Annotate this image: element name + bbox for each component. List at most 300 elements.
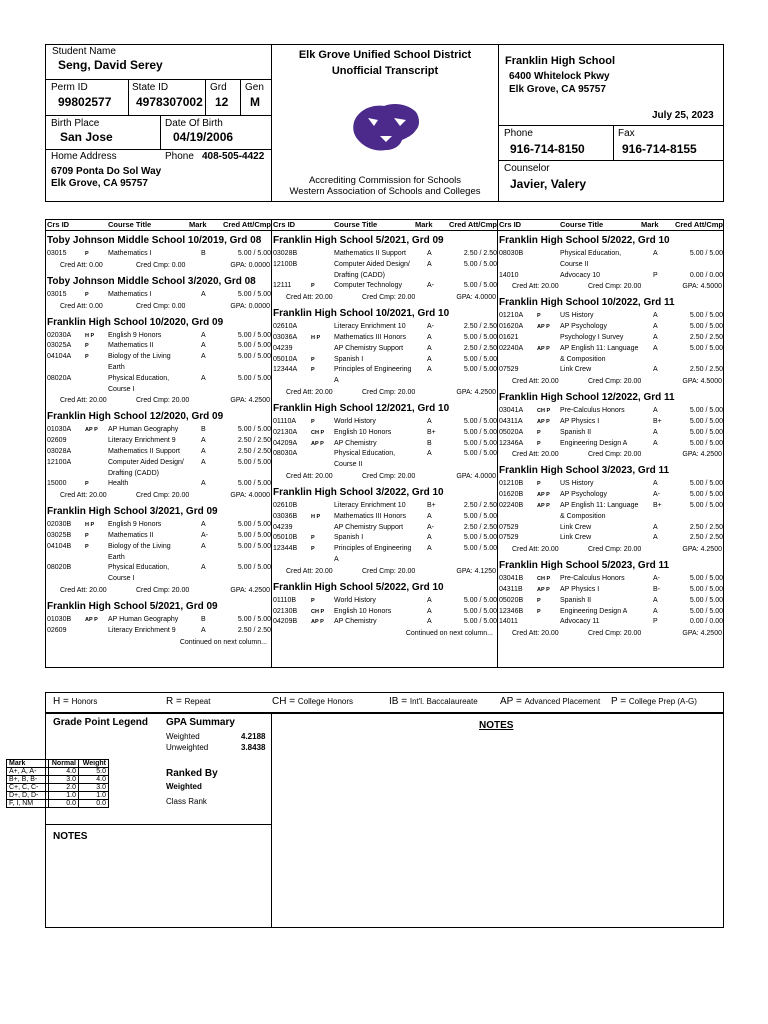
course-flag: AP P [537, 586, 550, 593]
course-mark: A [427, 596, 432, 604]
legend-desc: Int'l. Baccalaureate [409, 697, 478, 706]
course-id: 04209A [273, 439, 298, 447]
course-id: 07529 [499, 534, 519, 542]
course-flag: P [537, 597, 541, 604]
course-credits: 5.00 / 5.00 [237, 250, 271, 257]
grade-legend-header: Normal [49, 760, 79, 768]
course-row [46, 447, 272, 458]
course-flag: P [85, 354, 89, 361]
transcript-date: July 25, 2023 [652, 110, 714, 121]
course-flag: AP P [537, 502, 550, 509]
course-row [498, 271, 724, 282]
term-heading: Franklin High School 12/2022, Grd 11 [499, 392, 675, 404]
course-mark: A [201, 331, 206, 339]
fax: 916-714-8155 [622, 142, 697, 156]
term-gpa: GPA: 4.1250 [456, 567, 496, 575]
course-id: 05020B [499, 596, 524, 604]
course-row [272, 460, 498, 471]
credits-attempted: Cred Att: 20.00 [60, 586, 107, 594]
course-mark: A [427, 260, 432, 268]
course-row [272, 512, 498, 523]
course-title: English 9 Honors [108, 331, 162, 339]
course-credits: 2.50 / 2.50 [689, 534, 723, 542]
term-heading: Toby Johnson Middle School 3/2020, Grd 08 [47, 275, 256, 287]
course-id: 04239 [273, 344, 293, 352]
course-credits: 5.00 / 5.00 [463, 355, 497, 363]
grade-legend-cell: F, I, NM [7, 800, 49, 808]
course-flag: AP P [537, 418, 550, 425]
course-mark: A [427, 344, 432, 352]
course-id: 12346A [499, 439, 524, 447]
course-id: 02030B [47, 521, 72, 529]
course-id: 01210A [499, 312, 524, 320]
course-flag: H P [85, 332, 95, 339]
course-id: 01621 [499, 333, 519, 341]
course-title: AP Physics I [560, 585, 600, 593]
course-credits: 5.00 / 5.00 [689, 323, 723, 331]
course-credits: 5.00 / 5.00 [237, 542, 271, 550]
course-id: 02609 [47, 626, 67, 634]
legend-equals: = [173, 696, 185, 707]
col-header-id: Crs ID [499, 220, 522, 229]
course-mark: B+ [427, 428, 436, 436]
legend-desc: Honors [71, 697, 98, 706]
course-mark: A- [201, 531, 208, 539]
perm-id: 99802577 [58, 95, 112, 109]
col-header-mark: Mark [189, 220, 207, 229]
course-mark: A [201, 480, 206, 488]
course-id: 01110A [273, 417, 297, 425]
course-row [498, 406, 724, 417]
course-flag: P [311, 535, 315, 542]
course-credits: 5.00 / 5.00 [237, 531, 271, 539]
legend-item [53, 696, 97, 707]
school-address-1: 6400 Whitelock Pkwy [509, 71, 610, 82]
credits-attempted: Cred Att: 20.00 [60, 397, 107, 405]
course-flag: P [537, 608, 541, 615]
term-summary [272, 292, 498, 304]
course-row [46, 363, 272, 374]
course-title: Biology of the Living [108, 542, 171, 550]
course-title: Advocacy 10 [560, 271, 601, 279]
course-flag: AP P [311, 619, 324, 626]
term-heading: Franklin High School 10/2022, Grd 11 [499, 297, 675, 309]
course-credits: 5.00 / 5.00 [237, 426, 271, 434]
course-credits: 5.00 / 5.00 [463, 333, 497, 341]
course-row [272, 333, 498, 344]
course-id: 14011 [499, 618, 518, 626]
student-name-label: Student Name [52, 46, 116, 57]
course-row [272, 501, 498, 512]
grade-legend-cell: A+, A, A- [7, 768, 49, 776]
grade-legend-header: Weight [79, 760, 109, 768]
term-heading: Franklin High School 5/2022, Grd 10 [273, 581, 444, 593]
credits-attempted: Cred Att: 20.00 [512, 630, 559, 638]
course-credits: 5.00 / 5.00 [463, 366, 497, 374]
course-row [272, 533, 498, 544]
legend-code: AP [500, 696, 514, 707]
course-row [272, 271, 498, 282]
grade-legend-row [7, 768, 109, 776]
course-mark: A [653, 439, 658, 447]
legend-desc: College Prep (A-G) [628, 697, 697, 706]
course-credits: 2.50 / 2.50 [463, 523, 497, 531]
credits-completed: Cred Cmp: 20.00 [362, 294, 416, 302]
credits-attempted: Cred Att: 0.00 [60, 261, 103, 269]
course-id: 03015 [47, 290, 67, 298]
course-credits: 5.00 / 5.00 [237, 521, 271, 529]
term-summary [46, 301, 272, 313]
course-title: Spanish I [334, 355, 364, 363]
grade-legend-cell: D+, D, D- [7, 792, 49, 800]
credits-completed: Cred Cmp: 20.00 [362, 472, 416, 480]
course-row [46, 249, 272, 260]
course-flag: P [537, 440, 541, 447]
course-id: 02240A [499, 344, 524, 352]
document-title: Unofficial Transcript [331, 65, 439, 77]
course-row [272, 544, 498, 555]
course-mark: A [427, 417, 432, 425]
course-title: Mathematics II Support [108, 447, 180, 455]
course-mark: A [653, 250, 658, 257]
course-row [272, 365, 498, 376]
course-credits: 5.00 / 5.00 [463, 282, 497, 290]
course-credits: 0.00 / 0.00 [689, 271, 723, 279]
course-credits: 5.00 / 5.00 [463, 545, 497, 553]
course-id: 03041B [499, 575, 524, 583]
course-title: Link Crew [560, 523, 592, 531]
course-title: Literacy Enrichment 10 [334, 501, 406, 509]
course-row [46, 331, 272, 342]
course-flag: P [85, 251, 89, 257]
course-row [498, 439, 724, 450]
course-id: 02610A [273, 323, 298, 331]
course-mark: B [201, 615, 206, 623]
course-mark: A [653, 534, 658, 542]
grade-legend-cell: 3.0 [79, 784, 109, 792]
course-mark: A [427, 366, 432, 374]
course-credits: 5.00 / 5.00 [689, 491, 723, 499]
course-row [498, 322, 724, 333]
course-id: 07529 [499, 366, 519, 374]
course-credits: 5.00 / 5.00 [463, 439, 497, 447]
legend-equals: = [60, 696, 72, 707]
course-title: Mathematics I [108, 250, 152, 257]
course-credits: 5.00 / 5.00 [463, 618, 497, 626]
grade-legend-cell: 1.0 [79, 792, 109, 800]
course-title: Principles of Engineering [334, 545, 412, 553]
course-mark: A [201, 542, 206, 550]
course-title: Mathematics III Honors [334, 512, 406, 520]
unweighted-label: Unweighted [166, 743, 209, 752]
course-id: 03028B [273, 250, 298, 257]
course-credits: 5.00 / 5.00 [463, 512, 497, 520]
grade-legend-row [7, 800, 109, 808]
course-title: Physical Education, [108, 564, 170, 572]
course-credits: 5.00 / 5.00 [237, 374, 271, 382]
course-id: 08020B [47, 564, 72, 572]
course-row [498, 607, 724, 618]
course-row [272, 249, 498, 260]
term-heading: Franklin High School 12/2021, Grd 10 [273, 402, 450, 414]
course-row [46, 479, 272, 490]
course-credits: 5.00 / 5.00 [689, 250, 723, 257]
course-id: 04209B [273, 618, 298, 626]
col-header-title: Course Title [560, 220, 604, 229]
course-title: & Composition [560, 355, 606, 363]
home-phone: 408-505-4422 [202, 151, 265, 162]
term-heading: Franklin High School 3/2021, Grd 09 [47, 506, 218, 518]
course-credits: 5.00 / 5.00 [237, 564, 271, 572]
course-row [46, 542, 272, 553]
course-id: 04311B [499, 585, 523, 593]
counselor-label: Counselor [504, 163, 550, 174]
course-row [46, 469, 272, 480]
course-credits: 5.00 / 5.00 [463, 260, 497, 268]
course-title: Psychology I Survey [560, 333, 624, 341]
legend-item [500, 696, 600, 707]
course-credits: 5.00 / 5.00 [689, 575, 723, 583]
course-row [498, 344, 724, 355]
course-credits: 5.00 / 5.00 [689, 407, 723, 415]
course-mark: A- [653, 575, 660, 583]
course-credits: 5.00 / 5.00 [463, 417, 497, 425]
course-column-1 [46, 219, 272, 667]
term-summary [272, 566, 498, 578]
credits-attempted: Cred Att: 0.00 [60, 302, 103, 310]
course-title: A [334, 377, 339, 385]
course-mark: A [201, 626, 206, 634]
credits-attempted: Cred Att: 20.00 [286, 388, 333, 396]
course-row [498, 596, 724, 607]
course-row [272, 439, 498, 450]
course-flag: AP P [85, 427, 98, 434]
course-row [498, 249, 724, 260]
summary-box [45, 713, 724, 928]
course-mark: A [201, 290, 206, 298]
course-title: Course I [108, 575, 135, 583]
legend-code: IB [389, 696, 399, 707]
legend-desc: Advanced Placement [524, 697, 601, 706]
course-row [46, 425, 272, 436]
grade-legend-table [6, 759, 109, 808]
legend-item [272, 696, 353, 707]
col-header-cred: Cred Att/Cmp [448, 220, 497, 229]
credits-attempted: Cred Att: 20.00 [512, 283, 559, 291]
gender: M [250, 95, 260, 109]
course-row [272, 260, 498, 271]
legend-desc: College Honors [297, 697, 353, 706]
course-row [498, 501, 724, 512]
notes-title: NOTES [479, 720, 514, 731]
term-gpa: GPA: 4.0000 [456, 294, 496, 302]
course-title: Physical Education, [334, 450, 396, 458]
grade-legend-header: Mark [7, 760, 49, 768]
term-summary [498, 376, 724, 388]
course-mark: A [653, 366, 658, 374]
dob: 04/19/2006 [173, 130, 234, 144]
fax-label: Fax [618, 128, 635, 139]
legend-equals: = [513, 696, 525, 707]
birth-place-label: Birth Place [51, 118, 100, 129]
course-mark: A [653, 323, 658, 331]
course-row [46, 553, 272, 564]
grade-legend-cell: 0.0 [49, 800, 79, 808]
grade-legend-row [7, 776, 109, 784]
course-id: 03036B [273, 512, 298, 520]
birth-place: San Jose [60, 130, 113, 144]
course-title: Biology of the Living [108, 353, 171, 361]
term-gpa: GPA: 4.2500 [682, 546, 722, 554]
course-row [272, 355, 498, 366]
col-header-cred: Cred Att/Cmp [222, 220, 271, 229]
course-credits: 5.00 / 5.00 [689, 596, 723, 604]
course-title: AP Human Geography [108, 615, 179, 623]
course-id: 03025A [47, 342, 72, 350]
course-title: Link Crew [560, 366, 592, 374]
state-id: 4978307002 [136, 95, 203, 109]
course-mark: A [427, 545, 432, 553]
ranked-weighted: Weighted [166, 782, 202, 791]
course-title: Spanish II [560, 596, 592, 604]
course-row [46, 341, 272, 352]
legend-code: H [53, 696, 61, 707]
course-mark: A [653, 428, 658, 436]
school-phone-label: Phone [504, 128, 533, 139]
course-title: Course II [560, 260, 589, 268]
term-summary [498, 544, 724, 556]
course-id: 03015 [47, 250, 67, 257]
course-credits: 5.00 / 5.00 [237, 458, 271, 466]
grade-legend-cell: 0.0 [79, 800, 109, 808]
course-title: US History [560, 480, 594, 488]
course-row [46, 615, 272, 626]
course-title: Mathematics I [108, 290, 152, 298]
address-line-2: Elk Grove, CA 95757 [51, 178, 148, 189]
course-flag: P [85, 291, 89, 298]
credits-completed: Cred Cmp: 20.00 [362, 567, 416, 575]
course-mark: A [201, 447, 206, 455]
credits-attempted: Cred Att: 20.00 [512, 546, 559, 554]
course-title: English 10 Honors [334, 428, 392, 436]
course-credits: 5.00 / 5.00 [689, 439, 723, 447]
course-credits: 2.50 / 2.50 [237, 437, 271, 445]
course-flag: CH P [311, 429, 325, 436]
course-title: Literacy Enrichment 9 [108, 437, 176, 445]
col-header-mark: Mark [415, 220, 433, 229]
course-mark: A [653, 480, 658, 488]
course-row [272, 607, 498, 618]
course-id: 05010A [273, 355, 298, 363]
course-title: Course II [334, 461, 363, 469]
course-row [272, 428, 498, 439]
course-mark: A [427, 250, 432, 257]
legend-equals: = [617, 696, 629, 707]
course-id: 01030B [47, 615, 72, 623]
term-heading: Franklin High School 5/2021, Grd 09 [273, 235, 444, 246]
course-id: 03041A [499, 407, 524, 415]
column-header [272, 219, 498, 231]
course-mark: A [201, 437, 206, 445]
course-flag: AP P [311, 440, 324, 447]
course-title: Engineering Design A [560, 607, 628, 615]
course-id: 04104A [47, 353, 72, 361]
course-row [498, 479, 724, 490]
course-id: 04239 [273, 523, 293, 531]
credits-completed: Cred Cmp: 20.00 [588, 630, 642, 638]
course-credits: 2.50 / 2.50 [463, 501, 497, 509]
term-gpa: GPA: 0.0000 [230, 261, 270, 269]
course-mark: A [427, 534, 432, 542]
unweighted-gpa: 3.8438 [241, 743, 266, 752]
course-title: Course I [108, 385, 135, 393]
course-id: 05010B [273, 534, 298, 542]
course-credits: 5.00 / 5.00 [689, 585, 723, 593]
course-mark: B+ [653, 501, 662, 509]
col-header-title: Course Title [108, 220, 152, 229]
student-name: Seng, David Serey [58, 58, 163, 72]
term-heading: Franklin High School 10/2021, Grd 10 [273, 308, 450, 320]
course-row [46, 574, 272, 585]
course-id: 01210B [499, 480, 524, 488]
credits-attempted: Cred Att: 20.00 [286, 294, 333, 302]
term-heading: Franklin High School 3/2022, Grd 10 [273, 486, 444, 498]
gender-label: Gen [245, 82, 264, 93]
term-summary [498, 281, 724, 293]
course-mark: A [427, 450, 432, 458]
course-id: 08030A [273, 450, 298, 458]
course-row [498, 355, 724, 366]
course-title: AP Chemistry [334, 439, 377, 447]
course-row [272, 281, 498, 292]
course-row [46, 520, 272, 531]
term-gpa: GPA: 4.0000 [456, 472, 496, 480]
course-id: 12346B [499, 607, 524, 615]
course-mark: A [427, 618, 432, 626]
course-mark: A [653, 333, 658, 341]
course-title: AP English 11: Language [560, 501, 639, 509]
course-flag: P [85, 543, 89, 550]
term-heading: Franklin High School 10/2020, Grd 09 [47, 316, 224, 328]
district-name: Elk Grove Unified School District [298, 49, 472, 61]
credits-completed: Cred Cmp: 20.00 [136, 492, 190, 500]
ranked-by-label: Ranked By [166, 768, 218, 779]
grade-legend-cell: 4.0 [79, 776, 109, 784]
dob-label: Date Of Birth [165, 118, 223, 129]
school-phone: 916-714-8150 [510, 142, 585, 156]
course-title: Mathematics II [108, 531, 154, 539]
course-credits: 0.00 / 0.00 [689, 618, 723, 626]
course-row [498, 333, 724, 344]
notes-label: NOTES [53, 831, 88, 842]
grade-legend-row [7, 792, 109, 800]
course-row [272, 322, 498, 333]
course-flag: P [311, 546, 315, 553]
course-mark: B [201, 250, 206, 257]
credits-completed: Cred Cmp: 20.00 [136, 397, 190, 405]
course-credits: 5.00 / 5.00 [237, 615, 271, 623]
course-credits: 2.50 / 2.50 [463, 344, 497, 352]
term-summary [46, 395, 272, 407]
course-title: Engineering Design A [560, 439, 628, 447]
course-mark: A [427, 355, 432, 363]
course-flag: CH P [537, 408, 551, 415]
course-mark: A [201, 353, 206, 361]
course-id: 12344A [273, 366, 298, 374]
gpa-summary-title: GPA Summary [166, 717, 235, 728]
course-id: 04104B [47, 542, 72, 550]
course-mark: B- [653, 585, 660, 593]
